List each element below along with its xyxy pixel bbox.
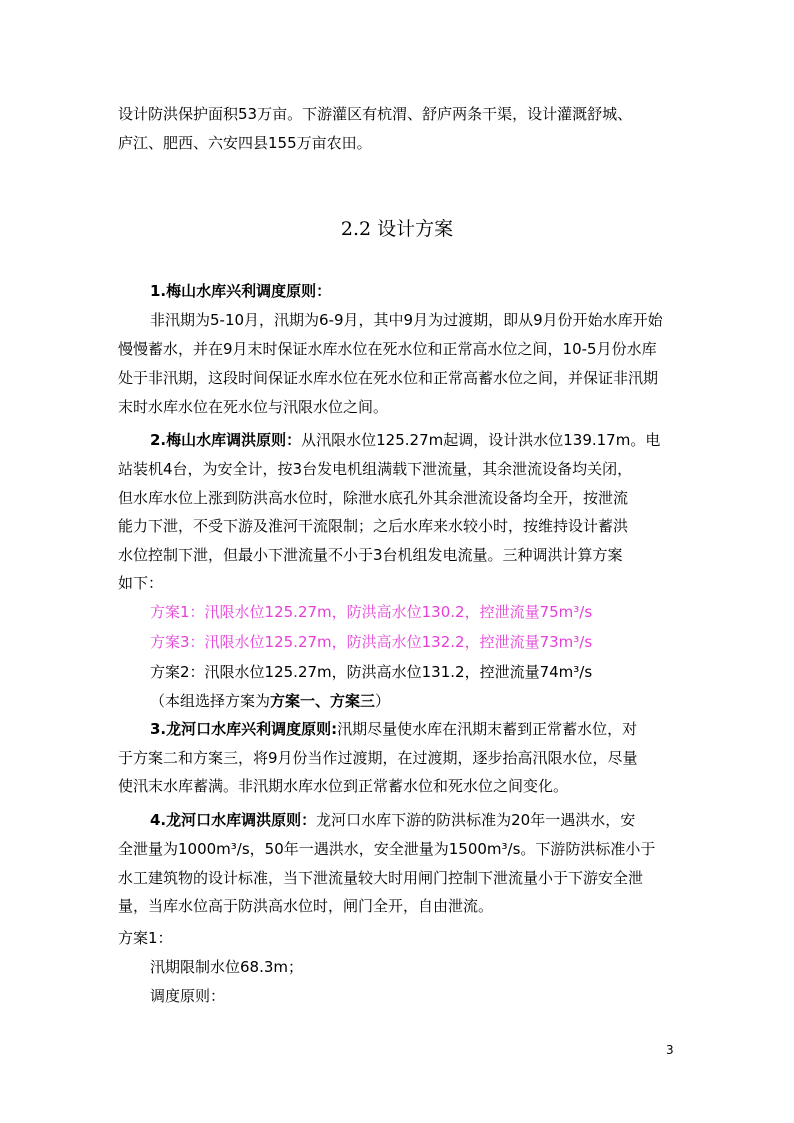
s1-line-2: 慢慢蓄水，并在9月末时保证水库水位在死水位和正常高水位之间，10-5月份水库 <box>118 340 657 358</box>
s2-line-4: 能力下泄，不受下游及淮河干流限制；之后水库来水较小时，按维持设计蓄洪 <box>118 517 629 535</box>
s2-line-3: 但水库水位上涨到防洪高水位时，除泄水底孔外其余泄流设备均全开，按泄流 <box>118 489 629 507</box>
option-1: 方案1：汛限水位125.27m，防洪高水位130.2，控泄流量75m³/s <box>150 603 593 621</box>
s2-label: 2.梅山水库调洪原则： <box>150 431 302 449</box>
s2-line-2: 站装机4台，为安全计，按3台发电机组满载下泄流量，其余泄流设备均关闭， <box>118 460 633 478</box>
option-2: 方案2：汛限水位125.27m，防洪高水位131.2，控泄流量74m³/s <box>150 663 593 681</box>
s4-label: 4.龙河口水库调洪原则： <box>150 811 317 829</box>
choice-suffix: ） <box>375 692 391 710</box>
section-heading: 2.2 设计方案 <box>340 218 454 240</box>
flood-limit-line: 汛期限制水位68.3m； <box>150 958 304 976</box>
s1-line-3: 处于非汛期，这段时间保证水库水位在死水位和正常高蓄水位之间，并保证非汛期 <box>118 369 659 387</box>
choice-bold: 方案一、方案三 <box>270 692 376 710</box>
intro-line-2: 庐江、肥西、六安四县155万亩农田。 <box>118 134 372 152</box>
page-number: 3 <box>666 1043 674 1057</box>
s4-line-4: 量，当库水位高于防洪高水位时，闸门全开，自由泄流。 <box>118 897 494 915</box>
s2-line-1-text: 从汛限水位125.27m起调，设计洪水位139.17m。电 <box>301 431 661 449</box>
s2-line-5: 水位控制下泄，但最小下泄流量不小于3台机组发电流量。三种调洪计算方案 <box>118 546 623 564</box>
s3-line-1 <box>150 719 637 739</box>
s2-line-1 <box>150 430 660 450</box>
s4-line-3: 水工建筑物的设计标准，当下泄流量较大时用闸门控制下泄流量小于下游安全泄 <box>118 869 644 887</box>
s4-line-2: 全泄量为1000m³/s，50年一遇洪水，安全泄量为1500m³/s。下游防洪标准小于 <box>118 840 656 858</box>
s3-line-3: 使汛末水库蓄满。非汛期水库水位到正常蓄水位和死水位之间变化。 <box>118 777 569 795</box>
s1-heading <box>150 281 331 301</box>
s1-line-1: 非汛期为5-10月，汛期为6-9月，其中9月为过渡期，即从9月份开始水库开始 <box>150 311 663 329</box>
s2-line-6: 如下： <box>118 574 164 592</box>
s4-line-1-text: 龙河口水库下游的防洪标准为20年一遇洪水，安 <box>316 811 636 829</box>
intro-line-1: 设计防洪保护面积53万亩。下游灌区有杭渭、舒庐两条干渠，设计灌溉舒城、 <box>118 105 633 123</box>
scheme-label: 方案1： <box>118 929 173 947</box>
choice-prefix: （本组选择方案为 <box>150 692 271 710</box>
option-3: 方案3：汛限水位125.27m，防洪高水位132.2，控泄流量73m³/s <box>150 633 593 651</box>
s1-label: 1.梅山水库兴利调度原则： <box>150 282 332 300</box>
s3-label: 3.龙河口水库兴利调度原则: <box>150 720 338 738</box>
choice-line <box>150 691 390 711</box>
s4-line-1 <box>150 810 635 830</box>
s3-line-1-text: 汛期尽量使水库在汛期末蓄到正常蓄水位，对 <box>337 720 638 738</box>
s1-line-4: 末时水库水位在死水位与汛限水位之间。 <box>118 398 389 416</box>
dispatch-rule-line: 调度原则： <box>150 987 226 1005</box>
s3-line-2: 于方案二和方案三，将9月份当作过渡期，在过渡期，逐步抬高汛限水位，尽量 <box>118 749 638 767</box>
